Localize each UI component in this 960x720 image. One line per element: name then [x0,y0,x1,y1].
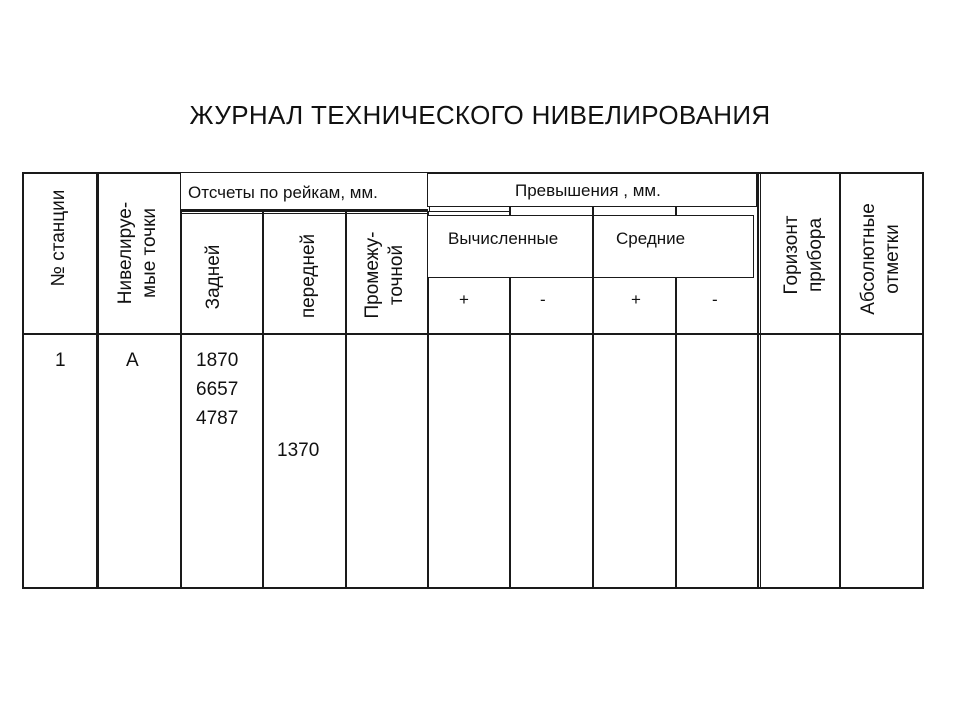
col-divider [262,212,264,589]
col-divider [839,172,841,589]
back-readings-cell [196,346,238,433]
computed-label: Вычисленные [448,229,559,248]
intermediate-header [361,215,411,335]
point-cell: А [126,350,139,371]
back-reading-3: 4787 [196,408,239,429]
horizon-header [780,195,830,315]
minus-sign-computed: - [540,290,546,309]
col-divider [180,172,182,589]
front-reading-cell: 1370 [277,440,320,461]
col-divider [757,172,759,589]
average-label: Средние [616,229,686,248]
table-border-left [22,172,24,589]
absolute-header-line2: отметки [882,224,903,294]
back-reading-1: 1870 [196,350,239,371]
tick-line [429,211,509,212]
back-header [202,217,228,337]
station-header-text: № станции [48,189,69,287]
station-cell: 1 [55,350,66,371]
readings-subline [180,213,428,214]
front-header [297,216,323,336]
intermediate-header-line2: точной [386,244,407,306]
absolute-header [857,189,907,329]
elevations-header-label: Превышения , мм. [515,181,661,200]
horizon-header-line2: прибора [805,217,826,293]
col-divider [98,172,99,589]
points-header-line2: мые точки [139,207,160,299]
back-header-text: Задней [203,244,224,310]
horizon-header-line1: Горизонт [781,215,802,295]
station-header [47,148,73,328]
points-header-line1: Нивелируе- [115,201,136,305]
back-reading-2: 6657 [196,379,239,400]
computed-average-divider [592,215,594,278]
front-header-text: передней [298,233,319,319]
col-divider [345,212,347,589]
plus-sign-average: + [631,290,641,309]
readings-header-label: Отсчеты по рейкам, мм. [188,183,378,202]
plus-sign-computed: + [459,290,469,309]
intermediate-header-line1: Промежу- [362,231,383,319]
table-border-right [922,172,924,589]
readings-underline [180,209,428,211]
col-divider [760,172,761,589]
journal-title: ЖУРНАЛ ТЕХНИЧЕСКОГО НИВЕЛИРОВАНИЯ [189,100,771,130]
minus-sign-average: - [712,290,718,309]
table-border-bottom [22,587,924,589]
col-divider [675,278,677,589]
absolute-header-line1: Абсолютные [858,203,879,315]
points-header [114,163,164,343]
col-divider [509,278,511,589]
